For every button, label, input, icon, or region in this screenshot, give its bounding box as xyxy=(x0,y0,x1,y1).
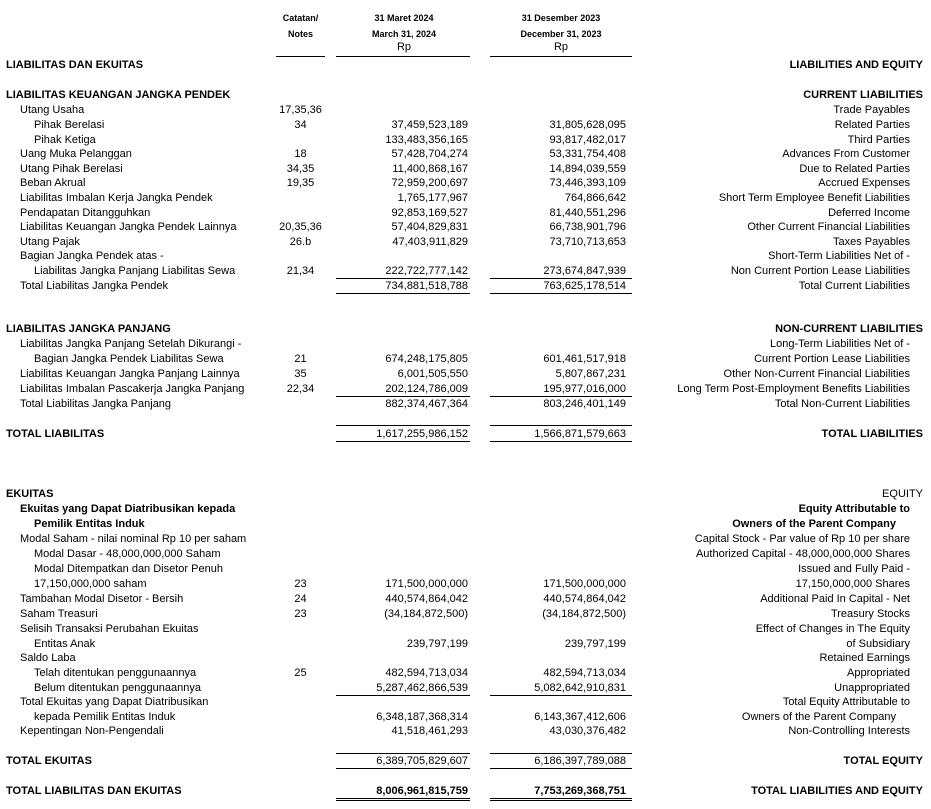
statement-row xyxy=(0,695,931,710)
row-label-en: Total Equity Attributable to xyxy=(782,696,910,708)
sub-header-row xyxy=(0,502,931,517)
row-value-2023: 93,817,482,017 xyxy=(549,134,626,146)
row-label: Modal Saham - nilai nominal Rp 10 per saham xyxy=(20,533,247,545)
row-label-en: Third Parties xyxy=(847,134,910,146)
row-value-2024: 72,959,200,697 xyxy=(391,177,468,189)
row-value-2024: 6,389,705,829,607 xyxy=(376,755,468,767)
statement-row xyxy=(0,249,931,264)
row-label-en: Short-Term Liabilities Net of - xyxy=(768,250,910,262)
row-label: Utang Usaha xyxy=(20,104,85,116)
grand-total-row xyxy=(0,784,931,799)
row-label: 17,150,000,000 saham xyxy=(34,578,147,590)
row-value-2023: 5,082,642,910,831 xyxy=(534,682,626,694)
grand-total-double-rule xyxy=(490,798,632,801)
row-label-en: Appropriated xyxy=(847,667,910,679)
row-value-2024: 8,006,961,815,759 xyxy=(376,785,468,797)
row-value-2023: 6,143,367,412,606 xyxy=(534,711,626,723)
col1-header-unit: Rp xyxy=(396,41,412,53)
row-label-en: Advances From Customer xyxy=(782,148,910,160)
row-label: Utang Pihak Berelasi xyxy=(20,163,123,175)
row-value-2024: 6,348,187,368,314 xyxy=(376,711,468,723)
row-label-en: Total Current Liabilities xyxy=(798,280,910,292)
row-value-2023: 14,894,039,559 xyxy=(549,163,626,175)
row-note: 34 xyxy=(294,119,307,131)
row-value-2023: 7,753,269,368,751 xyxy=(534,785,626,797)
row-value-2023: 43,030,376,482 xyxy=(549,725,626,737)
row-label: Beban Akrual xyxy=(20,177,86,189)
row-note: 20,35,36 xyxy=(279,221,322,233)
statement-row xyxy=(0,337,931,352)
row-value-2024: 734,881,518,788 xyxy=(385,280,468,292)
row-value-2023: 6,186,397,789,088 xyxy=(534,755,626,767)
row-label-en: TOTAL LIABILITIES xyxy=(821,428,923,440)
row-value-2024: 222,722,777,142 xyxy=(385,265,468,277)
row-value-2024: 440,574,864,042 xyxy=(385,593,468,605)
row-label: Saham Treasuri xyxy=(20,608,98,620)
row-label-en: Other Current Financial Liabilities xyxy=(747,221,910,233)
row-label-en: Unappropriated xyxy=(834,682,910,694)
sub-header-row xyxy=(0,517,931,532)
row-label: Ekuitas yang Dapat Diatribusikan kepada xyxy=(20,503,236,515)
row-value-2024: 882,374,467,364 xyxy=(385,398,468,410)
row-note: 24 xyxy=(294,593,307,605)
row-label: Pemilik Entitas Induk xyxy=(34,518,145,530)
row-label: Pihak Ketiga xyxy=(34,134,96,146)
row-label-en: Issued and Fully Paid - xyxy=(798,563,910,575)
notes-header-id: Catatan/ xyxy=(282,13,319,23)
statement-row xyxy=(0,176,931,191)
row-label: TOTAL LIABILITAS DAN EKUITAS xyxy=(6,785,182,797)
section-header-row xyxy=(0,88,931,103)
row-value-2024: 1,765,177,967 xyxy=(397,192,468,204)
row-value-2023: 31,805,628,095 xyxy=(549,119,626,131)
statement-row xyxy=(0,577,931,592)
row-value-2023: 239,797,199 xyxy=(564,638,626,650)
row-label: Modal Dasar - 48,000,000,000 Saham xyxy=(34,548,221,560)
notes-column-header xyxy=(276,10,325,42)
row-label: Liabilitas Imbalan Pascakerja Jangka Panjang xyxy=(20,383,245,395)
row-label: Selisih Transaksi Perubahan Ekuitas xyxy=(20,623,199,635)
row-label-en: Total Non-Current Liabilities xyxy=(774,398,910,410)
row-note: 18 xyxy=(294,148,307,160)
row-label: Entitas Anak xyxy=(34,638,96,650)
row-value-2023: 5,807,867,231 xyxy=(555,368,626,380)
row-value-2023: 73,446,393,109 xyxy=(549,177,626,189)
row-value-2023: 195,977,016,000 xyxy=(543,383,626,395)
row-label-en: LIABILITIES AND EQUITY xyxy=(789,59,923,71)
row-value-2023: 81,440,551,296 xyxy=(549,207,626,219)
col2-header xyxy=(490,10,632,53)
statement-row xyxy=(0,651,931,666)
row-value-2024: 6,001,505,550 xyxy=(397,368,468,380)
col1-header-rule xyxy=(336,56,470,57)
row-note: 34,35 xyxy=(286,163,315,175)
row-value-2024: 57,428,704,274 xyxy=(391,148,468,160)
row-value-2024: 171,500,000,000 xyxy=(385,578,468,590)
statement-row xyxy=(0,724,931,739)
grand-total-double-rule xyxy=(336,798,470,801)
row-label-en: NON-CURRENT LIABILITIES xyxy=(775,323,923,335)
statement-row xyxy=(0,103,931,118)
statement-row xyxy=(0,206,931,221)
row-value-2024: 11,400,868,167 xyxy=(392,163,468,175)
row-label: TOTAL EKUITAS xyxy=(6,755,92,767)
col1-header xyxy=(336,10,472,53)
row-label-en: Retained Earnings xyxy=(819,652,910,664)
row-note: 35 xyxy=(294,368,307,380)
subtotal-rule xyxy=(490,293,632,294)
row-value-2024: 1,617,255,986,152 xyxy=(376,428,468,440)
row-value-2023: 601,461,517,918 xyxy=(543,353,626,365)
row-label: kepada Pemilik Entitas Induk xyxy=(34,711,176,723)
row-value-2024: 57,404,829,831 xyxy=(391,221,468,233)
statement-row xyxy=(0,637,931,652)
row-label: Liabilitas Keuangan Jangka Pendek Lainnya xyxy=(20,221,237,233)
row-value-2024: 482,594,713,034 xyxy=(385,667,468,679)
total-rule xyxy=(336,425,470,426)
row-label-en: TOTAL LIABILITIES AND EQUITY xyxy=(751,785,923,797)
row-label-en: Deferred Income xyxy=(828,207,910,219)
subtotal-rule xyxy=(336,293,470,294)
statement-row xyxy=(0,118,931,133)
row-value-2024: 133,483,356,165 xyxy=(385,134,468,146)
row-note: 17,35,36 xyxy=(279,104,322,116)
col2-header-id: 31 Desember 2023 xyxy=(521,13,601,23)
total-row xyxy=(0,754,931,769)
row-label-en: Effect of Changes in The Equity xyxy=(755,623,910,635)
row-label-en: Long-Term Liabilities Net of - xyxy=(769,338,910,350)
row-label-en: Additional Paid In Capital - Net xyxy=(760,593,910,605)
row-value-2024: 674,248,175,805 xyxy=(385,353,468,365)
row-value-2024: 239,797,199 xyxy=(406,638,468,650)
row-value-2024: 202,124,786,009 xyxy=(385,383,468,395)
total-rule xyxy=(336,768,470,769)
row-label-en: Current Portion Lease Liabilities xyxy=(754,353,910,365)
row-label: Utang Pajak xyxy=(20,236,80,248)
row-label-en: 17,150,000,000 Shares xyxy=(795,578,910,590)
row-value-2024: 47,403,911,829 xyxy=(392,236,468,248)
row-label: EKUITAS xyxy=(6,488,54,500)
statement-row xyxy=(0,607,931,622)
row-label-en: TOTAL EQUITY xyxy=(843,755,923,767)
row-label-en: EQUITY xyxy=(882,488,923,500)
row-label-en: of Subsidiary xyxy=(846,638,910,650)
statement-row xyxy=(0,220,931,235)
row-label-en: Taxes Payables xyxy=(832,236,910,248)
total-rule xyxy=(336,441,470,442)
row-label: Modal Ditempatkan dan Disetor Penuh xyxy=(34,563,223,575)
total-row xyxy=(0,427,931,442)
row-label-en: Authorized Capital - 48,000,000,000 Shares xyxy=(695,548,910,560)
row-label-en: Trade Payables xyxy=(833,104,910,116)
row-label: TOTAL LIABILITAS xyxy=(6,428,105,440)
row-value-2023: 763,625,178,514 xyxy=(543,280,626,292)
total-rule xyxy=(490,425,632,426)
statement-row xyxy=(0,367,931,382)
row-note: 19,35 xyxy=(286,177,315,189)
total-rule xyxy=(490,441,632,442)
col1-header-id: 31 Maret 2024 xyxy=(374,13,434,23)
row-note: 21 xyxy=(294,353,307,365)
section-header-row xyxy=(0,58,931,73)
row-label-en: Due to Related Parties xyxy=(799,163,910,175)
notes-header-rule xyxy=(276,56,325,57)
row-label: LIABILITAS DAN EKUITAS xyxy=(6,59,144,71)
row-label: Saldo Laba xyxy=(20,652,76,664)
row-label: Tambahan Modal Disetor - Bersih xyxy=(20,593,184,605)
row-label: Liabilitas Imbalan Kerja Jangka Pendek xyxy=(20,192,213,204)
row-value-2023: 803,246,401,149 xyxy=(543,398,626,410)
subtotal-row xyxy=(0,279,931,294)
statement-row xyxy=(0,264,931,279)
row-label: Kepentingan Non-Pengendali xyxy=(20,725,164,737)
row-value-2023: 53,331,754,408 xyxy=(549,148,626,160)
statement-row xyxy=(0,162,931,177)
row-label-en: Other Non-Current Financial Liabilities xyxy=(723,368,910,380)
statement-row xyxy=(0,547,931,562)
row-value-2024: 92,853,169,527 xyxy=(391,207,468,219)
row-value-2024: 37,459,523,189 xyxy=(391,119,468,131)
statement-row xyxy=(0,622,931,637)
row-note: 23 xyxy=(294,608,307,620)
col2-header-unit: Rp xyxy=(553,41,569,53)
row-value-2024: 41,518,461,293 xyxy=(391,725,468,737)
statement-row xyxy=(0,352,931,367)
row-label-en: Non-Controlling Interests xyxy=(788,725,910,737)
statement-row xyxy=(0,532,931,547)
section-header-row xyxy=(0,487,931,502)
statement-row xyxy=(0,191,931,206)
row-value-2023: 66,738,901,796 xyxy=(549,221,626,233)
row-value-2023: 440,574,864,042 xyxy=(543,593,626,605)
statement-row xyxy=(0,382,931,397)
statement-row xyxy=(0,681,931,696)
row-label-en: Long Term Post-Employment Benefits Liabilities xyxy=(677,383,910,395)
row-label-en: Owners of the Parent Company xyxy=(741,711,896,723)
row-label-en: Short Term Employee Benefit Liabilities xyxy=(718,192,910,204)
row-label: Telah ditentukan penggunaannya xyxy=(34,667,197,679)
row-value-2023: 171,500,000,000 xyxy=(543,578,626,590)
row-label: Total Ekuitas yang Dapat Diatribusikan xyxy=(20,696,209,708)
row-label: Liabilitas Keuangan Jangka Panjang Lainnya xyxy=(20,368,240,380)
row-label: Liabilitas Jangka Panjang Setelah Dikurangi - xyxy=(20,338,242,350)
total-rule xyxy=(490,768,632,769)
row-note: 26.b xyxy=(289,236,312,248)
statement-row xyxy=(0,562,931,577)
statement-row xyxy=(0,235,931,250)
row-label: LIABILITAS JANGKA PANJANG xyxy=(6,323,171,335)
subtotal-row xyxy=(0,710,931,725)
row-label: Pihak Berelasi xyxy=(34,119,105,131)
row-label: LIABILITAS KEUANGAN JANGKA PENDEK xyxy=(6,89,231,101)
row-value-2023: (34,184,872,500) xyxy=(542,608,626,620)
row-label-en: Equity Attributable to xyxy=(798,503,910,515)
row-label-en: CURRENT LIABILITIES xyxy=(803,89,923,101)
row-value-2023: 764,866,642 xyxy=(564,192,626,204)
row-label: Belum ditentukan penggunaannya xyxy=(34,682,201,694)
section-header-row xyxy=(0,322,931,337)
row-label-en: Treasury Stocks xyxy=(830,608,910,620)
row-label: Uang Muka Pelanggan xyxy=(20,148,132,160)
col1-header-en: March 31, 2024 xyxy=(371,29,437,39)
row-label-en: Non Current Portion Lease Liabilities xyxy=(730,265,910,277)
row-note: 23 xyxy=(294,578,307,590)
notes-header-en: Notes xyxy=(287,29,313,39)
row-label-en: Related Parties xyxy=(834,119,910,131)
row-value-2023: 1,566,871,579,663 xyxy=(534,428,626,440)
statement-row xyxy=(0,133,931,148)
row-value-2023: 482,594,713,034 xyxy=(543,667,626,679)
row-label: Total Liabilitas Jangka Panjang xyxy=(20,398,172,410)
statement-row xyxy=(0,147,931,162)
subtotal-row xyxy=(0,397,931,412)
row-label: Liabilitas Jangka Panjang Liabilitas Sewa xyxy=(34,265,236,277)
col2-header-en: December 31, 2023 xyxy=(520,29,602,39)
row-note: 21,34 xyxy=(286,265,315,277)
row-value-2024: (34,184,872,500) xyxy=(384,608,468,620)
row-value-2024: 5,287,462,866,539 xyxy=(376,682,468,694)
row-label: Bagian Jangka Pendek Liabilitas Sewa xyxy=(34,353,224,365)
row-label-en: Capital Stock - Par value of Rp 10 per share xyxy=(694,533,910,545)
row-label-en: Owners of the Parent Company xyxy=(732,518,896,530)
row-value-2023: 73,710,713,653 xyxy=(549,236,626,248)
row-value-2023: 273,674,847,939 xyxy=(543,265,626,277)
statement-row xyxy=(0,592,931,607)
row-note: 25 xyxy=(294,667,307,679)
statement-row xyxy=(0,666,931,681)
row-label: Total Liabilitas Jangka Pendek xyxy=(20,280,168,292)
row-label: Bagian Jangka Pendek atas - xyxy=(20,250,164,262)
col2-header-rule xyxy=(490,56,632,57)
row-label: Pendapatan Ditangguhkan xyxy=(20,207,151,219)
row-note: 22,34 xyxy=(286,383,315,395)
row-label-en: Accrued Expenses xyxy=(818,177,910,189)
